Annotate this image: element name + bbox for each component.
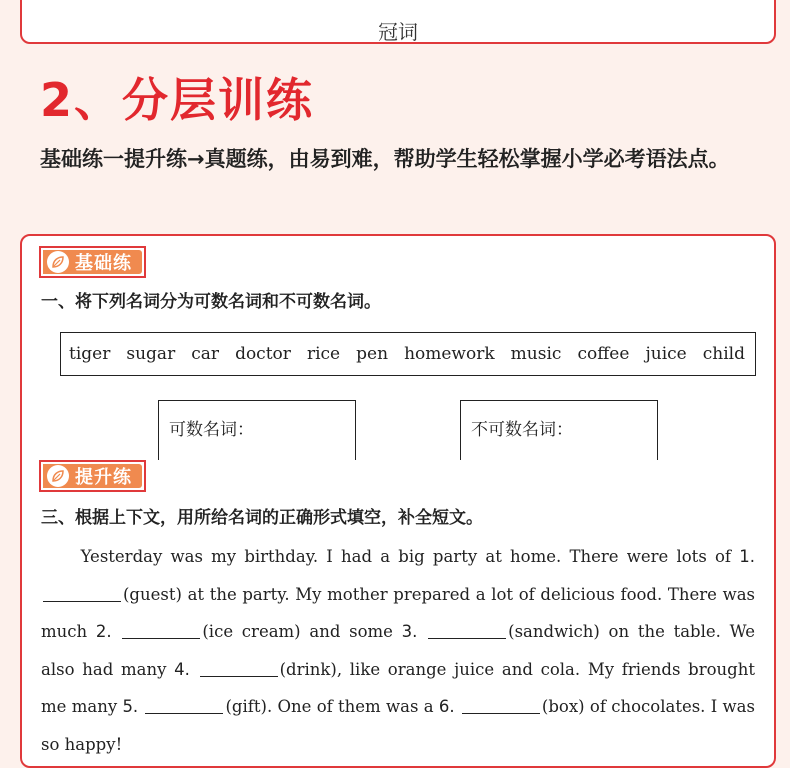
answer-blank[interactable]	[200, 658, 278, 677]
blank-number: 4.	[174, 659, 190, 679]
blank-hint: (sandwich)	[508, 622, 600, 641]
word-item: rice	[306, 344, 341, 364]
passage-text: . One of them was a	[266, 697, 434, 716]
blank-hint: (ice cream)	[202, 622, 301, 641]
word-item: coffee	[577, 344, 630, 364]
leaf-icon	[47, 465, 69, 487]
passage-text: of chocolates. I was so	[41, 697, 755, 754]
word-bank	[60, 332, 756, 376]
countable-box	[158, 400, 356, 460]
blank-hint: (guest)	[123, 584, 182, 604]
blank-hint: (box)	[541, 697, 585, 716]
blank-hint: (gift)	[225, 697, 267, 716]
passage-text: , like orange juice and cola. My friends brought me many	[41, 659, 756, 716]
blank-number: 1.	[739, 547, 756, 566]
word-item: tiger	[69, 344, 111, 364]
section-title: 2、分层训练	[40, 73, 315, 127]
advanced-instruction: 三、根据上下文，用所给名词的正确形式填空，补全短文。	[41, 508, 483, 528]
word-item: doctor	[235, 344, 291, 364]
uncountable-label: 不可数名词：	[471, 420, 573, 440]
word-item: music	[510, 344, 562, 364]
word-item: juice	[645, 344, 687, 364]
exercise-card	[20, 234, 776, 768]
answer-blank[interactable]	[43, 583, 121, 602]
word-item: sugar	[126, 344, 176, 364]
passage-ending: happy!	[64, 734, 123, 754]
section-intro: 基础练一提升练→真题练，由易到难，帮助学生轻松掌握小学必考语法点。	[40, 147, 730, 171]
passage-text: and some	[300, 622, 393, 641]
leaf-icon	[47, 251, 69, 273]
basic-badge	[39, 246, 146, 278]
uncountable-box	[460, 400, 658, 460]
word-item: child	[702, 344, 745, 364]
answer-blank[interactable]	[428, 620, 506, 639]
word-item: homework	[404, 344, 495, 364]
word-item: pen	[356, 344, 389, 364]
countable-label: 可数名词：	[169, 420, 254, 440]
basic-instruction: 一、将下列名词分为可数名词和不可数名词。	[41, 292, 381, 312]
cloze-passage	[41, 538, 755, 763]
passage-opening: Yesterday was my birthday. I had a big party at home. There were lots of	[80, 547, 732, 566]
passage-text: at the party. My mother prepared a lot of delicious food. There was much	[41, 584, 755, 641]
blank-number: 3.	[401, 622, 418, 641]
answer-blank[interactable]	[145, 695, 223, 714]
basic-badge-label: 基础练	[75, 253, 132, 274]
passage-text: on the table. We also had many	[41, 622, 755, 679]
advanced-badge-label: 提升练	[75, 467, 132, 488]
blank-hint: (drink)	[279, 659, 337, 679]
word-item: car	[191, 344, 220, 364]
blank-number: 2.	[95, 622, 112, 641]
previous-card	[20, 0, 776, 44]
previous-card-label: 冠词	[378, 20, 418, 44]
blank-number: 6.	[438, 697, 455, 716]
answer-blank[interactable]	[462, 695, 540, 714]
advanced-badge	[39, 460, 146, 492]
answer-blank[interactable]	[122, 620, 200, 639]
blank-number: 5.	[122, 697, 139, 716]
